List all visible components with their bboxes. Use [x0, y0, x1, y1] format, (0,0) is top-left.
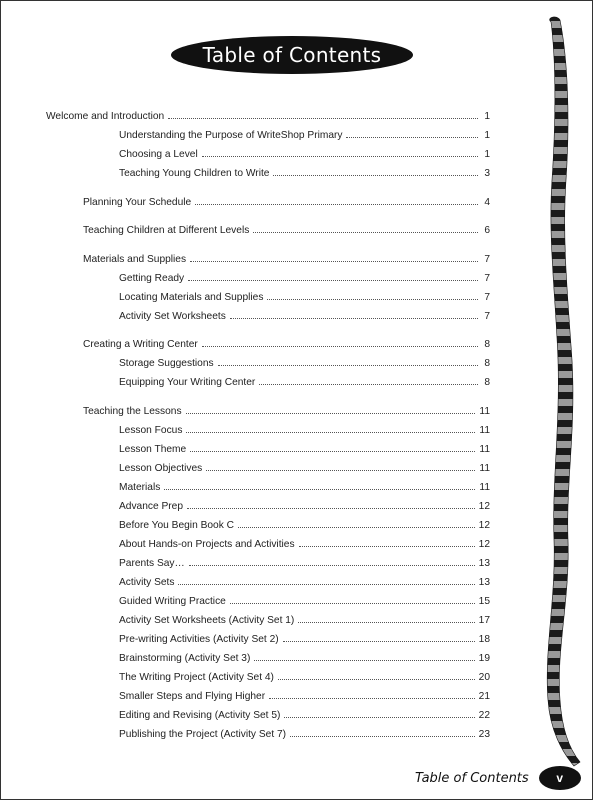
toc-entry-label: Activity Set Worksheets (Activity Set 1) [119, 615, 295, 626]
toc-entry-label: Guided Writing Practice [119, 596, 226, 607]
toc-entry[interactable] [119, 310, 490, 323]
toc-entry[interactable] [119, 614, 490, 627]
dot-leader [190, 443, 475, 452]
toc-entry-label: Materials [119, 482, 161, 493]
toc-entry[interactable] [119, 500, 490, 513]
toc-entry-page: 13 [478, 577, 490, 588]
dot-leader [267, 291, 478, 300]
toc-entry[interactable] [119, 129, 490, 142]
toc-entry[interactable] [83, 253, 490, 266]
dot-leader [188, 272, 478, 281]
toc-entry[interactable] [119, 291, 490, 304]
toc-entry[interactable] [119, 376, 490, 389]
toc-entry[interactable] [83, 338, 490, 351]
toc-entry-label: Advance Prep [119, 501, 183, 512]
toc-entry[interactable] [119, 148, 490, 161]
toc-entry-label: Lesson Focus [119, 425, 183, 436]
dot-leader [298, 614, 474, 623]
toc-entry-page: 1 [484, 111, 490, 122]
toc-entry-label: Editing and Revising (Activity Set 5) [119, 710, 281, 721]
toc-entry-page: 13 [478, 558, 490, 569]
toc-entry-label: The Writing Project (Activity Set 4) [119, 672, 274, 683]
toc-entry-page: 3 [484, 168, 490, 179]
dot-leader [278, 671, 475, 680]
toc-entry[interactable] [119, 424, 490, 437]
toc-entry-label: Choosing a Level [119, 149, 198, 160]
toc-entry-label: Understanding the Purpose of WriteShop Primary [119, 130, 343, 141]
dot-leader [186, 424, 475, 433]
toc-entry-page: 12 [478, 539, 490, 550]
toc-entry[interactable] [119, 167, 490, 180]
dot-leader [273, 167, 478, 176]
toc-entry-page: 22 [478, 710, 490, 721]
toc-entry-page: 18 [478, 634, 490, 645]
toc-entry[interactable] [119, 272, 490, 285]
toc-entry[interactable] [119, 557, 490, 570]
dot-leader [178, 576, 474, 585]
toc-entry-page: 19 [478, 653, 490, 664]
toc-entry[interactable] [119, 481, 490, 494]
page-number-badge: v [539, 766, 581, 790]
dot-leader [253, 224, 478, 233]
dot-leader [238, 519, 475, 528]
dot-leader [290, 728, 475, 737]
toc-entry[interactable] [119, 671, 490, 684]
toc-entry-label: Pre-writing Activities (Activity Set 2) [119, 634, 279, 645]
toc-entry-page: 1 [484, 130, 490, 141]
toc-entry[interactable] [83, 405, 490, 418]
toc-entry-page: 17 [478, 615, 490, 626]
toc-entry-page: 12 [478, 501, 490, 512]
dot-leader [346, 129, 478, 138]
toc-entry-label: Smaller Steps and Flying Higher [119, 691, 266, 702]
dot-leader [269, 690, 475, 699]
toc-entry-page: 11 [479, 444, 490, 455]
toc-entry-label: Creating a Writing Center [83, 339, 198, 350]
toc-entry[interactable] [119, 462, 490, 475]
toc-entry-page: 15 [478, 596, 490, 607]
dot-leader [202, 148, 478, 157]
footer-label: Table of Contents [415, 770, 529, 786]
dot-leader [190, 253, 478, 262]
dot-leader [206, 462, 475, 471]
toc-entry-page: 6 [484, 225, 490, 236]
toc-entry-page: 8 [484, 339, 490, 350]
toc-entry-page: 23 [478, 729, 490, 740]
toc-entry-label: Parents Say… [119, 558, 185, 569]
toc-entry[interactable] [119, 652, 490, 665]
toc-entry[interactable] [119, 519, 490, 532]
toc-entry-label: Welcome and Introduction [46, 111, 165, 122]
toc-entry-label: Publishing the Project (Activity Set 7) [119, 729, 287, 740]
dot-leader [254, 652, 474, 661]
toc-entry-page: 8 [484, 358, 490, 369]
footer [415, 766, 581, 790]
dot-leader [299, 538, 475, 547]
toc-entry-page: 7 [484, 292, 490, 303]
toc-entry-label: Teaching the Lessons [83, 406, 182, 417]
dot-leader [259, 376, 478, 385]
toc-entry-label: Activity Sets [119, 577, 175, 588]
toc-entry[interactable] [119, 443, 490, 456]
dot-leader [284, 709, 474, 718]
toc-entry-page: 7 [484, 273, 490, 284]
toc-entry-page: 11 [479, 463, 490, 474]
toc-entry[interactable] [46, 110, 490, 123]
toc-entry-label: Teaching Children at Different Levels [83, 225, 250, 236]
toc-entry-label: Getting Ready [119, 273, 185, 284]
dot-leader [195, 196, 478, 205]
toc-entry[interactable] [119, 538, 490, 551]
toc-entry-page: 7 [484, 311, 490, 322]
dot-leader [283, 633, 475, 642]
dot-leader [164, 481, 475, 490]
toc-entry[interactable] [83, 196, 490, 209]
toc-entry-page: 20 [478, 672, 490, 683]
dot-leader [218, 357, 478, 366]
toc-entry[interactable] [119, 633, 490, 646]
toc-entry-label: Activity Set Worksheets [119, 311, 226, 322]
toc-entry[interactable] [119, 357, 490, 370]
toc-entry-page: 21 [478, 691, 490, 702]
toc-entry-label: Lesson Theme [119, 444, 187, 455]
toc-entry-label: Teaching Young Children to Write [119, 168, 270, 179]
toc-entry-page: 11 [479, 482, 490, 493]
toc-entry-page: 7 [484, 254, 490, 265]
toc-entry-page: 1 [484, 149, 490, 160]
toc-entry-label: Locating Materials and Supplies [119, 292, 264, 303]
dot-leader [189, 557, 475, 566]
toc-entry-label: Planning Your Schedule [83, 197, 192, 208]
toc-entry-label: Storage Suggestions [119, 358, 214, 369]
toc-entry[interactable] [119, 690, 490, 703]
dot-leader [187, 500, 475, 509]
toc-entry-label: Lesson Objectives [119, 463, 203, 474]
toc-entry-label: About Hands-on Projects and Activities [119, 539, 295, 550]
toc-entry-page: 11 [479, 406, 490, 417]
page-title: Table of Contents [202, 43, 382, 67]
toc-entry-label: Brainstorming (Activity Set 3) [119, 653, 251, 664]
toc-entry-page: 4 [484, 197, 490, 208]
toc-entry-label: Materials and Supplies [83, 254, 187, 265]
dot-leader [168, 110, 478, 119]
toc-entry-page: 12 [478, 520, 490, 531]
toc-entry-label: Before You Begin Book C [119, 520, 234, 531]
toc-entry[interactable] [119, 595, 490, 608]
toc-entry[interactable] [119, 709, 490, 722]
dot-leader [230, 595, 475, 604]
toc-entry-page: 11 [479, 425, 490, 436]
toc-entry-label: Equipping Your Writing Center [119, 377, 256, 388]
toc-entry-page: 8 [484, 377, 490, 388]
toc-entry[interactable] [119, 576, 490, 589]
dot-leader [186, 405, 476, 414]
dot-leader [230, 310, 478, 319]
toc-entry[interactable] [119, 728, 490, 741]
toc-entry[interactable] [83, 224, 490, 237]
dot-leader [202, 338, 478, 347]
